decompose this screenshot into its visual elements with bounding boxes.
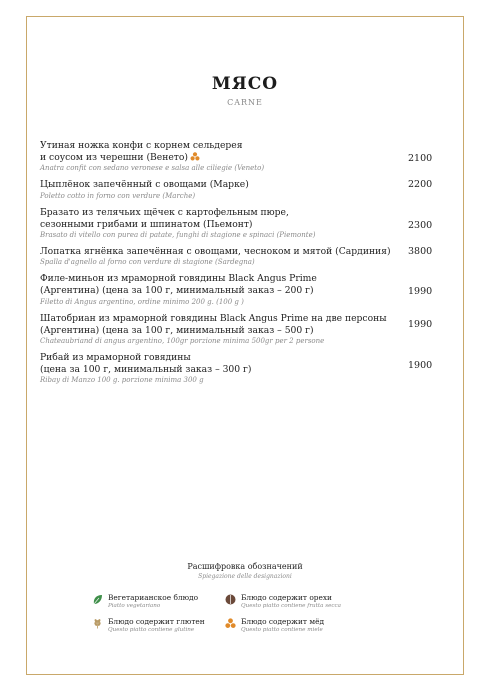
dish-name-italian: Filetto di Angus argentino, ordine minimo 200 g. (100 g ) [40,297,244,306]
menu-list [40,140,433,391]
dish-name-italian: Spalla d'agnello al forno con verdure di stagione (Sardegna) [40,258,255,267]
dish-name-line-2: сезонными грибами и шпинатом (Пьемонт) [40,218,253,230]
legend-label: Блюдо содержит орехи [241,593,332,602]
dish-price: 1990 [408,318,433,330]
legend-label: Блюдо содержит глютен [108,617,205,626]
dish-name-line: Цыплёнок запечённый с овощами (Марке) [40,179,249,191]
legend-label: Блюдо содержит мёд [241,617,324,626]
legend-sublabel: Questo piatto contiene miele [241,627,323,633]
dish-price: 3800 [408,246,433,258]
dish-name-italian: Brasato di vitello con purea di patate, funghi di stagione e spinaci (Piemonte) [40,231,316,240]
legend-title: Расшифровка обозначений [187,562,303,571]
leaf-icon [92,594,103,605]
dish-name-line-2: (Аргентина) (цена за 100 г, минимальный заказ – 500 г) [40,324,314,336]
dish-name-line: Филе-миньон из мраморной говядины Black Angus Prime [40,273,317,285]
dish-price: 1990 [408,286,433,298]
dish-price: 1900 [408,360,433,372]
menu-item [40,140,433,173]
nut-icon [225,594,236,605]
honey-icon [190,152,200,161]
dish-name-italian: Chateaubriand di angus argentino, 100gr porzione minima 500gr per 2 persone [40,337,325,346]
legend-label: Вегетарианское блюдо [108,593,199,602]
legend-subtitle: Spiegazione delle designazioni [198,573,292,580]
menu-item [40,352,433,385]
dish-price: 2100 [408,153,433,164]
dish-price: 2300 [408,219,433,231]
legend-sublabel: Questo piatto contiene glutine [108,627,195,633]
wheat-icon [92,618,103,629]
menu-item [40,179,433,200]
dish-price: 2200 [408,179,433,191]
menu-item [40,206,433,240]
dish-name-line-2: и соусом из черешни (Венето) [40,152,392,164]
legend-sublabel: Questo piatto contiene frutta secca [241,603,341,609]
dish-name-italian: Anatra confit con sedano veronese e salsa alle ciliegie (Veneto) [40,164,265,173]
legend-sublabel: Piatto vegetariano [108,603,161,609]
dish-name-line: Утиная ножка конфи с корнем сельдерея [40,140,243,151]
menu-item [40,273,433,306]
dish-name-line-2: (Аргентина) (цена за 100 г, минимальный заказ – 200 г) [40,285,314,297]
honey-icon [225,618,236,629]
dish-name-line: Лопатка ягнёнка запечённая с овощами, чесноком и мятой (Сардиния) [40,246,391,258]
dish-name-line: Бразато из телячьих щёчек с картофельным пюре, [40,206,289,218]
dish-name-line: Рибай из мраморной говядины [40,352,191,364]
dish-name-italian: Ribay di Manzo 100 g. porzione minima 300 g [40,376,204,385]
section-subtitle: CARNE [227,98,263,107]
menu-item [40,246,433,267]
dish-name-line: Шатобриан из мраморной говядины Black Angus Prime на две персоны [40,312,387,324]
dish-name-italian: Poletto cotto in forno con verdure (Marche) [40,191,196,200]
section-title: МЯСО [211,74,279,94]
dish-name-line-2: (цена за 100 г, минимальный заказ – 300 г) [40,364,252,376]
menu-item [40,312,433,346]
